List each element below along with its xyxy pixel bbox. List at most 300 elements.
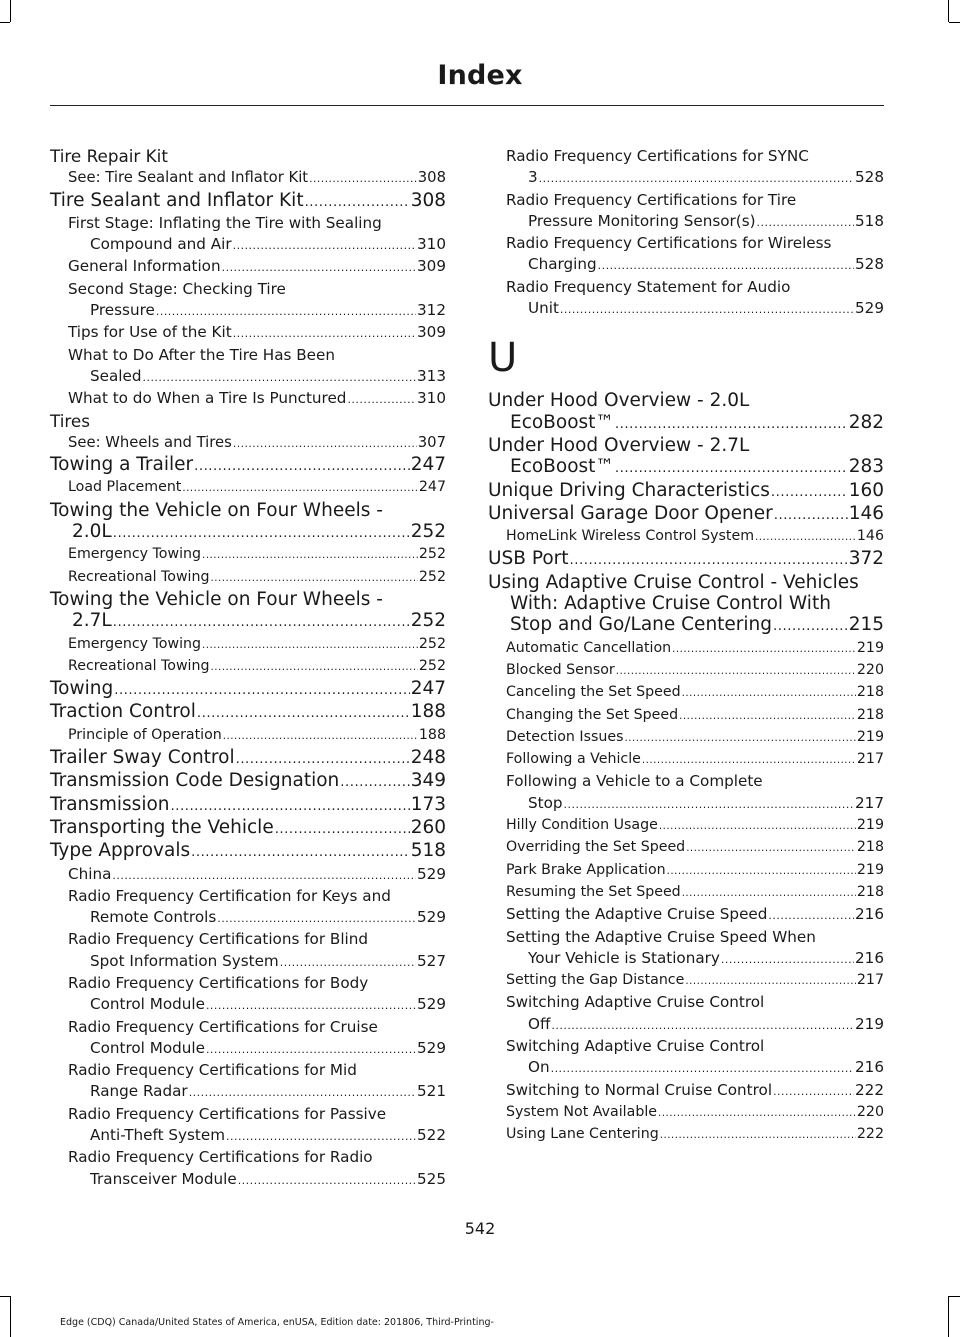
index-entry-line — [68, 366, 446, 388]
index-page-number: 247 — [410, 454, 446, 476]
index-page-number: 313 — [417, 366, 446, 385]
index-entry-line — [506, 1036, 884, 1057]
index-subentry — [488, 771, 884, 815]
index-entry-text: Resuming the Set Speed — [506, 883, 681, 900]
index-entry-text: Under Hood Overview - 2.7L — [488, 434, 750, 456]
index-entry-text: Traction Control — [50, 701, 196, 723]
dot-leader — [771, 482, 848, 503]
index-entry-text: Towing the Vehicle on Four Wheels - — [50, 499, 383, 521]
index-entry-line — [68, 1060, 446, 1081]
index-entry-line — [488, 614, 884, 637]
index-subentry — [488, 860, 884, 882]
index-page-number: 216 — [855, 948, 884, 967]
index-page-number: 218 — [856, 883, 884, 900]
index-entry — [50, 794, 446, 817]
index-subentry — [50, 477, 446, 499]
index-entry-text: What to Do After the Tire Has Been — [68, 345, 335, 364]
index-page-number: 529 — [417, 908, 446, 927]
index-entry-line — [506, 727, 884, 749]
index-entry-text: Tire Sealant and Inflator Kit — [50, 189, 304, 211]
dot-leader — [340, 772, 409, 793]
index-page-number: 218 — [856, 684, 884, 701]
index-entry-line — [68, 1169, 446, 1191]
dot-leader — [206, 995, 416, 1016]
index-entry-text: First Stage: Inflating the Tire with Sealing — [68, 213, 382, 232]
index-entry-text: Stop and Go/Lane Centering — [510, 614, 773, 636]
index-entry-text: Emergency Towing — [68, 546, 202, 563]
index-entry-text: Universal Garage Door Opener — [488, 502, 773, 524]
index-entry — [50, 589, 446, 634]
index-page-number: 521 — [417, 1082, 446, 1101]
index-entry-text: Tires — [50, 410, 90, 431]
index-entry-line — [50, 770, 446, 793]
index-entry — [50, 817, 446, 840]
index-entry-line — [50, 589, 446, 610]
index-entry-line — [506, 167, 884, 189]
dot-leader — [757, 212, 854, 233]
index-subentry — [50, 929, 446, 973]
index-subentry — [488, 190, 884, 234]
index-entry-text: Recreational Towing — [68, 657, 210, 674]
index-entry-line — [68, 864, 446, 886]
dot-leader — [202, 545, 418, 566]
index-entry-text: Radio Frequency Certifications for Cruise — [68, 1017, 378, 1036]
index-entry-line — [68, 432, 446, 454]
index-entry-line — [506, 254, 884, 276]
index-entry-line — [506, 146, 884, 167]
index-subentry — [488, 927, 884, 971]
index-entry-text: Radio Frequency Certifications for Mid — [68, 1061, 357, 1080]
index-page-number: 527 — [417, 951, 446, 970]
dot-leader — [113, 523, 410, 544]
dot-leader — [238, 1170, 416, 1191]
dot-leader — [616, 661, 856, 682]
crop-mark — [10, 1296, 11, 1337]
index-entry-line — [68, 345, 446, 366]
index-entry-line — [488, 593, 884, 614]
index-entry-text: Trailer Sway Control — [50, 747, 235, 769]
index-entry-line — [68, 1104, 446, 1125]
index-entry-line — [50, 701, 446, 724]
index-entry-line — [488, 412, 884, 435]
index-page-number: 252 — [418, 568, 446, 585]
index-entry-line — [506, 927, 884, 948]
index-entry — [488, 572, 884, 638]
index-subentry — [488, 146, 884, 190]
dot-leader — [233, 433, 417, 454]
dot-leader — [615, 414, 848, 435]
index-subentry — [50, 256, 446, 278]
dot-leader — [667, 861, 856, 882]
index-entry-text: 2.0L — [72, 521, 112, 543]
index-entry-text: Control Module — [90, 995, 205, 1014]
dot-leader — [233, 323, 416, 344]
index-entry — [488, 390, 884, 435]
dot-leader — [560, 299, 854, 320]
index-page-number: 217 — [856, 972, 884, 989]
index-entry-line — [68, 300, 446, 322]
index-entry-text: Radio Frequency Certifications for Blind — [68, 930, 369, 949]
index-page-number: 252 — [418, 657, 446, 674]
index-page-number: 219 — [856, 639, 884, 656]
index-entry-text: Pressure — [90, 301, 155, 320]
index-entry-line — [50, 411, 446, 432]
index-page-number: 309 — [417, 257, 446, 276]
index-heading — [50, 411, 446, 432]
dot-leader — [598, 255, 854, 276]
index-entry-line — [506, 190, 884, 211]
index-page-number: 529 — [855, 299, 884, 318]
index-entry-line — [68, 656, 446, 678]
index-entry-text: Tips for Use of the Kit — [68, 323, 232, 342]
dot-leader — [768, 905, 854, 926]
dot-leader — [685, 971, 856, 992]
dot-leader — [539, 168, 854, 189]
index-entry-line — [506, 749, 884, 771]
index-entry-text: Following a Vehicle to a Complete — [506, 772, 763, 791]
index-entry-line — [50, 500, 446, 521]
index-section-letter: U — [488, 335, 518, 382]
index-entry-line — [68, 973, 446, 994]
dot-leader — [189, 1082, 416, 1103]
index-heading — [50, 146, 446, 167]
index-entry-line — [506, 526, 884, 548]
index-subentry — [50, 213, 446, 257]
index-entry-line — [68, 567, 446, 589]
dot-leader — [570, 550, 848, 571]
index-page-number: 309 — [417, 323, 446, 342]
index-entry-line — [68, 725, 446, 747]
index-entry-text: General Information — [68, 257, 221, 276]
index-entry-line — [506, 660, 884, 682]
dot-leader — [679, 706, 856, 727]
index-entry-text: Setting the Adaptive Cruise Speed When — [506, 927, 816, 946]
index-entry-text: Park Brake Application — [506, 861, 666, 878]
index-page-number: 252 — [410, 610, 446, 632]
dot-leader — [305, 192, 410, 213]
dot-leader — [309, 168, 417, 189]
index-subentry — [50, 725, 446, 747]
index-entry-text: Transporting the Vehicle — [50, 816, 274, 838]
index-entry-line — [506, 948, 884, 970]
index-entry-line — [68, 544, 446, 566]
index-entry-line — [506, 793, 884, 815]
index-entry-line — [68, 1147, 446, 1168]
dot-leader — [280, 952, 416, 973]
dot-leader — [233, 235, 416, 256]
index-entry-text: Transmission — [50, 793, 170, 815]
crop-mark — [948, 1296, 949, 1337]
index-entry-text: Pressure Monitoring Sensor(s) — [528, 211, 756, 230]
index-subentry — [488, 749, 884, 771]
index-page-number: 518 — [855, 211, 884, 230]
dot-leader — [197, 703, 410, 724]
dot-leader — [551, 1058, 854, 1079]
index-subentry — [488, 815, 884, 837]
index-entry-text: See: Tire Sealant and Inflator Kit — [68, 169, 309, 187]
index-entry-text: Changing the Set Speed — [506, 706, 679, 723]
index-entry-line — [68, 929, 446, 950]
index-entry-text: Switching to Normal Cruise Control — [506, 1080, 773, 1099]
index-page-number: 529 — [417, 864, 446, 883]
dot-leader — [564, 794, 854, 815]
index-page-number: 219 — [856, 861, 884, 878]
index-entry-line — [506, 1124, 884, 1146]
page-title: Index — [437, 60, 523, 91]
index-subentry — [488, 882, 884, 904]
index-page-number: 252 — [418, 635, 446, 652]
index-subentry — [488, 1124, 884, 1146]
dot-leader — [171, 796, 410, 817]
page-number: 542 — [464, 1219, 496, 1238]
index-entry-text: Overriding the Set Speed — [506, 839, 686, 856]
crop-mark — [949, 1296, 960, 1297]
index-entry-line — [488, 435, 884, 456]
index-page-number: 308 — [417, 169, 446, 187]
index-entry-text: Recreational Towing — [68, 568, 210, 585]
index-entry-text: Transceiver Module — [90, 1169, 237, 1188]
index-entry-line — [506, 1014, 884, 1036]
index-entry-text: Blocked Sensor — [506, 661, 615, 678]
index-entry-text: Setting the Adaptive Cruise Speed — [506, 905, 768, 924]
index-page-number: 247 — [410, 678, 446, 700]
dot-leader — [774, 505, 848, 526]
dot-leader — [682, 683, 856, 704]
index-subentry — [488, 660, 884, 682]
index-entry-line — [50, 794, 446, 817]
dot-leader — [755, 527, 856, 548]
index-page-number: 219 — [855, 1014, 884, 1033]
footer-edition: Edge (CDQ) Canada/United States of America, enUSA, Edition date: 201806, Third-Printing- — [60, 1317, 494, 1328]
index-entry — [50, 190, 446, 213]
index-entry-text: EcoBoost™ — [510, 411, 614, 433]
index-entry-line — [68, 634, 446, 656]
dot-leader — [182, 478, 418, 499]
index-entry-line — [488, 548, 884, 571]
dot-leader — [236, 749, 410, 770]
index-subentry — [50, 388, 446, 410]
index-entry-line — [50, 747, 446, 770]
index-entry-text: With: Adaptive Cruise Control With — [510, 593, 831, 615]
index-subentry — [50, 567, 446, 589]
index-entry-text: Using Lane Centering — [506, 1126, 659, 1143]
index-page-number: 252 — [418, 546, 446, 563]
dot-leader — [206, 1039, 416, 1060]
index-entry-text: Towing — [50, 678, 114, 700]
index-subentry — [50, 1017, 446, 1061]
index-entry-text: Radio Frequency Certifications for Tire — [506, 190, 797, 209]
index-entry-text: USB Port — [488, 548, 569, 570]
index-entry-line — [506, 705, 884, 727]
index-entry-text: Tire Repair Kit — [50, 146, 168, 166]
index-entry-line — [68, 994, 446, 1016]
index-entry-line — [68, 477, 446, 499]
index-entry-line — [506, 1102, 884, 1124]
index-subentry — [50, 656, 446, 678]
dot-leader — [551, 1015, 854, 1036]
index-entry-line — [50, 454, 446, 477]
index-entry-text: EcoBoost™ — [510, 456, 614, 478]
index-entry-text: Stop — [528, 793, 563, 812]
index-page-number: 146 — [848, 502, 884, 524]
index-entry-text: Compound and Air — [90, 235, 232, 254]
index-entry-text: Spot Information System — [90, 951, 279, 970]
index-page-number: 518 — [410, 840, 446, 862]
index-entry-text: Radio Frequency Certifications for Radio — [68, 1148, 373, 1167]
index-page-number: 307 — [417, 433, 446, 451]
index-entry-text: Under Hood Overview - 2.0L — [488, 390, 750, 412]
index-page-number: 188 — [410, 701, 446, 723]
index-entry-text: Unit — [528, 299, 559, 318]
index-subentry — [488, 526, 884, 548]
crop-mark — [949, 22, 960, 23]
index-entry-text: Charging — [528, 255, 597, 274]
crop-mark — [0, 22, 10, 23]
index-subentry — [488, 1036, 884, 1080]
dot-leader — [658, 1103, 856, 1124]
dot-leader — [773, 616, 848, 637]
index-entry-text: Off — [528, 1014, 551, 1033]
index-entry-text: Emergency Towing — [68, 635, 202, 652]
index-entry — [50, 678, 446, 701]
index-page-number: 372 — [848, 548, 884, 570]
index-entry-line — [68, 1038, 446, 1060]
index-entry — [50, 840, 446, 863]
dot-leader — [112, 865, 416, 886]
index-entry-line — [506, 970, 884, 992]
index-entry-line — [68, 907, 446, 929]
index-page-number: 219 — [856, 728, 884, 745]
index-page-number: 528 — [855, 168, 884, 187]
index-page-number: 312 — [417, 301, 446, 320]
index-entry-text: Canceling the Set Speed — [506, 684, 681, 701]
index-entry — [50, 701, 446, 724]
index-page-number: 188 — [418, 726, 446, 743]
index-entry-text: 3 — [528, 168, 538, 187]
index-entry — [50, 770, 446, 793]
index-entry-text: Setting the Gap Distance — [506, 972, 685, 989]
index-entry-line — [506, 211, 884, 233]
index-entry-text: Switching Adaptive Cruise Control — [506, 993, 765, 1012]
index-subentry — [50, 1060, 446, 1104]
dot-leader — [672, 639, 856, 660]
index-entry — [488, 548, 884, 571]
index-page-number: 219 — [856, 817, 884, 834]
index-page-number: 252 — [410, 521, 446, 543]
index-entry-line — [506, 682, 884, 704]
dot-leader — [217, 908, 416, 929]
index-entry-line — [506, 277, 884, 298]
crop-mark — [0, 1296, 10, 1297]
index-subentry — [488, 727, 884, 749]
index-entry-line — [50, 190, 446, 213]
index-entry-text: What to do When a Tire Is Punctured — [68, 389, 347, 408]
index-entry-line — [488, 390, 884, 411]
index-page-number: 522 — [417, 1126, 446, 1145]
index-column-right — [488, 146, 884, 1146]
index-entry-line — [68, 256, 446, 278]
index-subentry — [488, 992, 884, 1036]
crop-mark — [10, 0, 11, 22]
dot-leader — [202, 635, 418, 656]
index-entry-text: System Not Available — [506, 1103, 657, 1120]
dot-leader — [156, 301, 416, 322]
index-page-number: 308 — [410, 189, 446, 211]
index-entry-text: 2.7L — [72, 610, 112, 632]
index-entry-text: Radio Frequency Certifications for Wireless — [506, 234, 832, 253]
index-subentry — [488, 1102, 884, 1124]
index-page-number: 529 — [417, 1038, 446, 1057]
index-page-number: 349 — [410, 770, 446, 792]
index-page-number: 528 — [855, 255, 884, 274]
index-entry-text: See: Wheels and Tires — [68, 433, 232, 451]
index-subentry — [50, 279, 446, 323]
index-entry-line — [506, 771, 884, 792]
index-entry-text: Detection Issues — [506, 728, 624, 745]
index-subentry — [488, 277, 884, 321]
index-entry-text: Remote Controls — [90, 908, 217, 927]
dot-leader — [226, 1126, 416, 1147]
index-entry-line — [506, 1080, 884, 1102]
index-entry-line — [506, 992, 884, 1013]
dot-leader — [625, 728, 856, 749]
index-entry-line — [506, 233, 884, 254]
dot-leader — [222, 257, 416, 278]
index-entry-line — [506, 882, 884, 904]
index-entry — [50, 454, 446, 477]
index-page-number: 216 — [855, 1058, 884, 1077]
index-entry-text: On — [528, 1058, 550, 1077]
index-entry-text: Switching Adaptive Cruise Control — [506, 1036, 765, 1055]
index-subentry — [50, 886, 446, 930]
index-page-number: 218 — [856, 706, 884, 723]
index-page-number: 247 — [418, 479, 446, 496]
dot-leader — [659, 816, 856, 837]
index-page-number: 283 — [848, 456, 884, 478]
index-entry — [50, 500, 446, 545]
index-page-number: 525 — [417, 1169, 446, 1188]
index-page-number: 220 — [856, 661, 884, 678]
index-subentry — [488, 904, 884, 926]
index-entry-text: Towing the Vehicle on Four Wheels - — [50, 588, 383, 610]
index-entry-line — [506, 837, 884, 859]
index-entry-line — [50, 817, 446, 840]
dot-leader — [660, 1125, 856, 1146]
dot-leader — [194, 456, 410, 477]
index-entry-text: Radio Frequency Statement for Audio — [506, 277, 791, 296]
index-page-number: 282 — [848, 411, 884, 433]
index-subentry — [488, 1080, 884, 1102]
index-subentry — [50, 634, 446, 656]
index-entry-line — [68, 388, 446, 410]
index-page-number: 160 — [848, 479, 884, 501]
index-page-number: 215 — [848, 614, 884, 636]
index-page-number: 310 — [417, 235, 446, 254]
index-entry-line — [68, 1081, 446, 1103]
index-entry-text: Principle of Operation — [68, 726, 222, 743]
index-entry-text: Range Radar — [90, 1082, 188, 1101]
index-entry-line — [68, 279, 446, 300]
index-subentry — [50, 1147, 446, 1191]
index-entry — [50, 747, 446, 770]
dot-leader — [114, 680, 409, 701]
index-page-number: 222 — [855, 1080, 884, 1099]
index-entry-line — [68, 234, 446, 256]
dot-leader — [642, 750, 856, 771]
index-entry-text: HomeLink Wireless Control System — [506, 528, 755, 545]
index-entry-text: Towing a Trailer — [50, 454, 194, 476]
index-page-number: 222 — [856, 1126, 884, 1143]
